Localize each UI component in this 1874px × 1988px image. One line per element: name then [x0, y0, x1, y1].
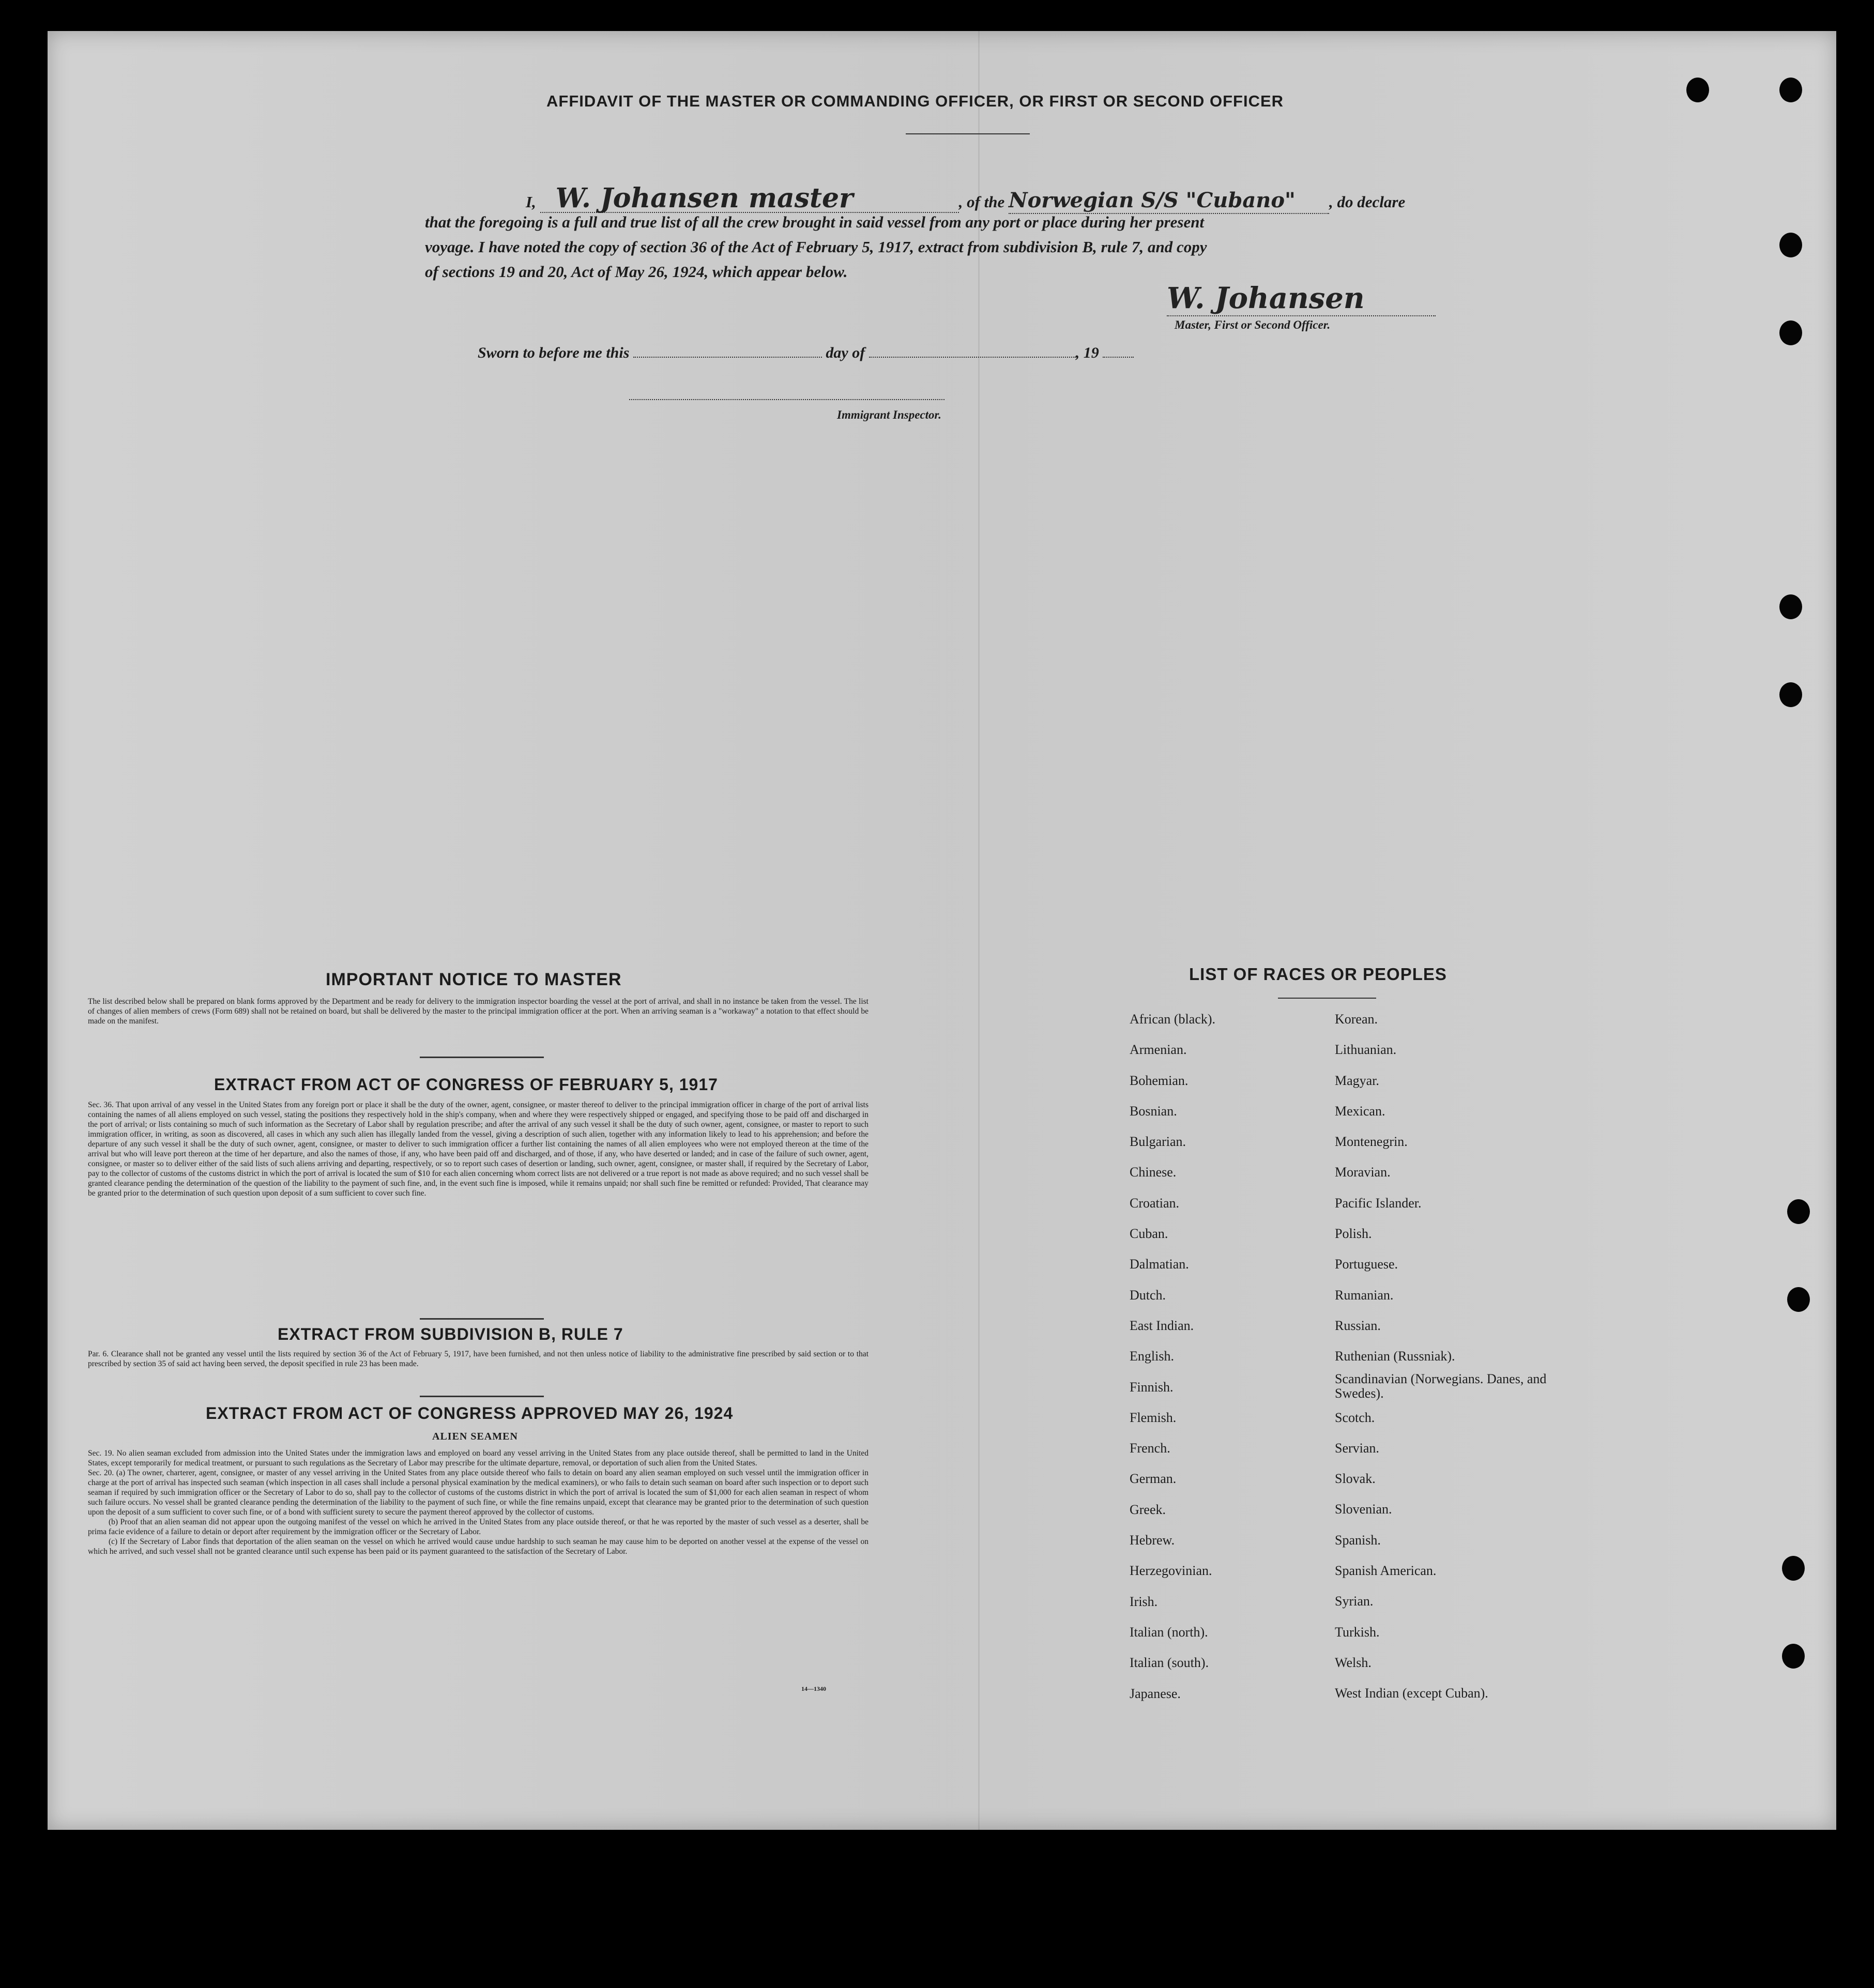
inspector-signature-line	[629, 399, 944, 400]
race-item: Slovak.	[1335, 1471, 1376, 1487]
races-rule	[1278, 998, 1376, 999]
race-item: Syrian.	[1335, 1594, 1374, 1609]
race-item: Scandinavian (Norwegians. Danes, and Swedes).	[1335, 1371, 1547, 1401]
race-item: Irish.	[1130, 1594, 1158, 1609]
race-item: Finnish.	[1130, 1379, 1174, 1395]
race-item: Bosnian.	[1130, 1103, 1177, 1119]
race-item: Chinese.	[1130, 1165, 1177, 1180]
race-item: Italian (north).	[1130, 1624, 1208, 1640]
sworn-day-label: day of	[826, 344, 865, 361]
page-fold	[978, 31, 980, 1830]
extract-1924-title: EXTRACT FROM ACT OF CONGRESS APPROVED MAY 26, 1924	[206, 1404, 734, 1423]
notice-title: IMPORTANT NOTICE TO MASTER	[326, 970, 622, 989]
signature-caption: Master, First or Second Officer.	[1175, 318, 1331, 331]
punch-hole	[1787, 1287, 1810, 1312]
race-item: East Indian.	[1130, 1318, 1194, 1333]
affidavit-line-3: voyage. I have noted the copy of section 36 of the Act of February 5, 1917, extract from subdivision B, rule 7, and copy	[425, 238, 1207, 256]
race-item: Italian (south).	[1130, 1655, 1209, 1671]
sworn-prefix: Sworn to before me this	[478, 344, 630, 361]
master-name-field: W. Johansen master	[540, 185, 959, 213]
title-rule	[906, 133, 1030, 134]
punch-hole	[1686, 78, 1709, 102]
affidavit-line-1	[526, 182, 1406, 214]
extract-1917-title: EXTRACT FROM ACT OF CONGRESS OF FEBRUARY 5, 1917	[214, 1075, 718, 1094]
punch-hole	[1779, 320, 1802, 345]
race-item: Spanish American.	[1335, 1563, 1437, 1579]
sworn-month-field	[869, 344, 1076, 358]
race-item: Polish.	[1335, 1226, 1372, 1242]
master-signature: W. Johansen	[1167, 281, 1436, 316]
affidavit-i: I,	[526, 193, 536, 211]
race-item: Korean.	[1335, 1012, 1378, 1027]
race-item: Slovenian.	[1335, 1502, 1392, 1517]
race-item: Russian.	[1335, 1318, 1381, 1333]
race-item: Lithuanian.	[1335, 1042, 1397, 1058]
sworn-year-label: , 19	[1075, 344, 1099, 361]
race-item: English.	[1130, 1349, 1174, 1364]
sec-19-text: Sec. 19. No alien seaman excluded from admission into the United States under the immigration laws and employed on board any vessel arriving in the United States from any place outside thereof, shall be permitted to land in the United States, except temporarily for medical treatment, or pursuant to such regulations as the Secretary of Labor may prescribe for the ultimate departure, removal, or deportation of such alien from the United States.	[88, 1449, 869, 1467]
race-item: Dutch.	[1130, 1287, 1166, 1303]
extract-1917-rule	[420, 1318, 544, 1320]
sec-20a-text: Sec. 20. (a) The owner, charterer, agent, consignee, or master of any vessel arriving in the United States from any place outside thereof who fails to detain on board any alien seaman employed on such vessel until the immigration officer in charge at the port of arrival has inspected such seaman (which inspection in all cases shall include a personal physical examination by the medical examiners), or who fails to detain such seaman on board after such inspection or to deport such seaman if required by such immigration officer or the Secretary of Labor to do so, shall pay to the collector of customs of the customs district in which the port of arrival is located the sum of $1,000 for each alien seaman in respect of whom such failure occurs. No vessel shall be granted clearance pending the determination of the liability to the payment of such fine, or while the fine remains unpaid, except that clearance may be granted prior to the determination of such question upon the deposit of a sum sufficient to cover such fine, or of a bond with sufficient surety to secure the payment thereof approved by the collector of customs.	[88, 1469, 869, 1517]
form-number: 14—1340	[801, 1685, 826, 1692]
races-left-column	[1130, 1004, 1215, 1709]
race-item: Servian.	[1335, 1440, 1379, 1456]
race-item: Japanese.	[1130, 1686, 1181, 1701]
race-item: Montenegrin.	[1335, 1134, 1408, 1150]
sworn-year-field	[1103, 344, 1134, 358]
affidavit-line-4: of sections 19 and 20, Act of May 26, 1924, which appear below.	[425, 263, 848, 281]
race-item: Cuban.	[1130, 1226, 1168, 1242]
extract-1924-body	[88, 1448, 869, 1556]
affidavit-title: AFFIDAVIT OF THE MASTER OR COMMANDING OFFICER, OR FIRST OR SECOND OFFICER	[546, 92, 1284, 110]
document-page	[48, 31, 1836, 1830]
race-item: West Indian (except Cuban).	[1335, 1686, 1488, 1701]
race-item: German.	[1130, 1471, 1177, 1487]
race-item: Ruthenian (Russniak).	[1335, 1349, 1455, 1364]
rule7-title: EXTRACT FROM SUBDIVISION B, RULE 7	[278, 1325, 623, 1343]
notice-rule	[420, 1057, 544, 1058]
races-title: LIST OF RACES OR PEOPLES	[1189, 965, 1447, 984]
extract-1917-text: Sec. 36. That upon arrival of any vessel in the United States from any foreign port or place it shall be the duty of the owner, agent, consignee, or master thereof to deliver to the principal immigration officer in charge of the port of arrival lists containing the names of all aliens employed on such vessel, stating the positions they respectively hold in the ship's company, when and where they were respectively shipped or engaged, and specifying those to be paid off and discharged in the port of arrival; or lists containing so much of such information as the Secretary of Labor shall by regulation prescribe; and after the arrival of any such vessel it shall be the duty of such owner, agent, consignee, or master to report to such immigration officer, in writing, as soon as discovered, all cases in which any such alien has illegally landed from the vessel, giving a description of such alien, together with any information likely to lead to his apprehension; and before the departure of any such vessel it shall be the duty of such owner, agent, consignee, or master to deliver to such immigration officer a further list containing the names of all alien employees who were not employed thereon at the time of the arrival but who will leave port thereon at the time of her departure, and also the names of those, if any, who have been paid off and discharged, and of those, if any, who have deserted or landed; and in case of the failure of such owner, agent, consignee, or master so to deliver either of the said lists of such aliens arriving and departing, respectively, or so to report such cases of desertion or landing, such owner, agent, consignee, or master shall, if required by the Secretary of Labor, pay to the collector of customs of the customs district in which the port of arrival is located the sum of $10 for each alien concerning whom correct lists are not delivered or a true report is not made as above required; and no such vessel shall be granted clearance pending the determination of the question of the liability to the payment of such fine, and, in the event such fine is imposed, while it remains unpaid; nor shall such fine be remitted or refunded: Provided, That clearance may be granted prior to the determination of such question upon deposit of a sum sufficient to cover such fine.	[88, 1100, 869, 1198]
race-item: Portuguese.	[1335, 1257, 1398, 1272]
race-item: Armenian.	[1130, 1042, 1187, 1058]
race-item: Spanish.	[1335, 1532, 1381, 1548]
race-item: Welsh.	[1335, 1655, 1372, 1670]
races-right-column	[1335, 1004, 1552, 1709]
race-item: Dalmatian.	[1130, 1257, 1189, 1272]
race-item: Bulgarian.	[1130, 1134, 1186, 1150]
vessel-name-field: Norwegian S/S "Cubano"	[1009, 188, 1329, 214]
race-item: Bohemian.	[1130, 1073, 1189, 1088]
sworn-line	[478, 344, 1134, 362]
alien-seamen-subtitle: ALIEN SEAMEN	[432, 1431, 518, 1442]
of-the-label: , of the	[958, 193, 1005, 211]
sworn-day-field	[633, 344, 822, 358]
race-item: African (black).	[1130, 1012, 1216, 1027]
race-item: Flemish.	[1130, 1410, 1177, 1425]
punch-hole	[1787, 1199, 1810, 1224]
race-item: Turkish.	[1335, 1624, 1380, 1640]
rule7-text: Par. 6. Clearance shall not be granted any vessel until the lists required by section 36 of the Act of February 5, 1917, have been furnished, and not then unless notice of liability to the administrative fine prescribed by said section or to that prescribed by section 35 of said act having been served, the deposit specified in rule 23 has been made.	[88, 1350, 869, 1368]
punch-hole	[1782, 1644, 1805, 1669]
affidavit-line-2: that the foregoing is a full and true list of all the crew brought in said vessel from any port or place during her present	[425, 213, 1205, 231]
punch-hole	[1779, 233, 1802, 257]
punch-hole	[1779, 594, 1802, 619]
do-declare-label: , do declare	[1329, 193, 1406, 211]
race-item: Magyar.	[1335, 1073, 1379, 1088]
race-item: Rumanian.	[1335, 1287, 1394, 1303]
race-item: Hebrew.	[1130, 1533, 1175, 1548]
punch-hole	[1782, 1556, 1805, 1581]
race-item: Mexican.	[1335, 1103, 1385, 1119]
sec-20b-text: (b) Proof that an alien seaman did not appear upon the outgoing manifest of the vessel on which he arrived in the United States from any place outside thereof, or that he was reported by the master of such vessel as a deserter, shall be prima facie evidence of a failure to detain or deport after requirement by the immigration officer or the Secretary of Labor.	[88, 1518, 869, 1536]
notice-text: The list described below shall be prepared on blank forms approved by the Department and be ready for delivery to the immigration inspector boarding the vessel at the port of arrival, and shall in no instance be taken from the vessel. The list of changes of alien members of crews (Form 689) shall not be retained on board, but shall be delivered by the master to the principal immigration officer at the port. When an arriving seaman is a "workaway" a notation to that effect should be made on the manifest.	[88, 997, 869, 1026]
race-item: Pacific Islander.	[1335, 1195, 1422, 1211]
race-item: French.	[1130, 1441, 1170, 1456]
race-item: Moravian.	[1335, 1165, 1391, 1180]
race-item: Croatian.	[1130, 1195, 1180, 1211]
punch-hole	[1779, 78, 1802, 102]
punch-hole	[1779, 682, 1802, 707]
race-item: Scotch.	[1335, 1410, 1375, 1425]
race-item: Greek.	[1130, 1502, 1166, 1517]
race-item: Herzegovinian.	[1130, 1563, 1212, 1579]
inspector-caption: Immigrant Inspector.	[837, 408, 941, 421]
sec-20c-text: (c) If the Secretary of Labor finds that deportation of the alien seaman on the vessel on which he arrived would cause undue hardship to such seaman he may cause him to be deported on another vessel at the expense of the vessel on which he arrived, and such vessel shall not be granted clearance until such expense has been paid or its payment guaranteed to the satisfaction of the Secretary of Labor.	[88, 1537, 869, 1556]
rule7-rule	[420, 1396, 544, 1397]
